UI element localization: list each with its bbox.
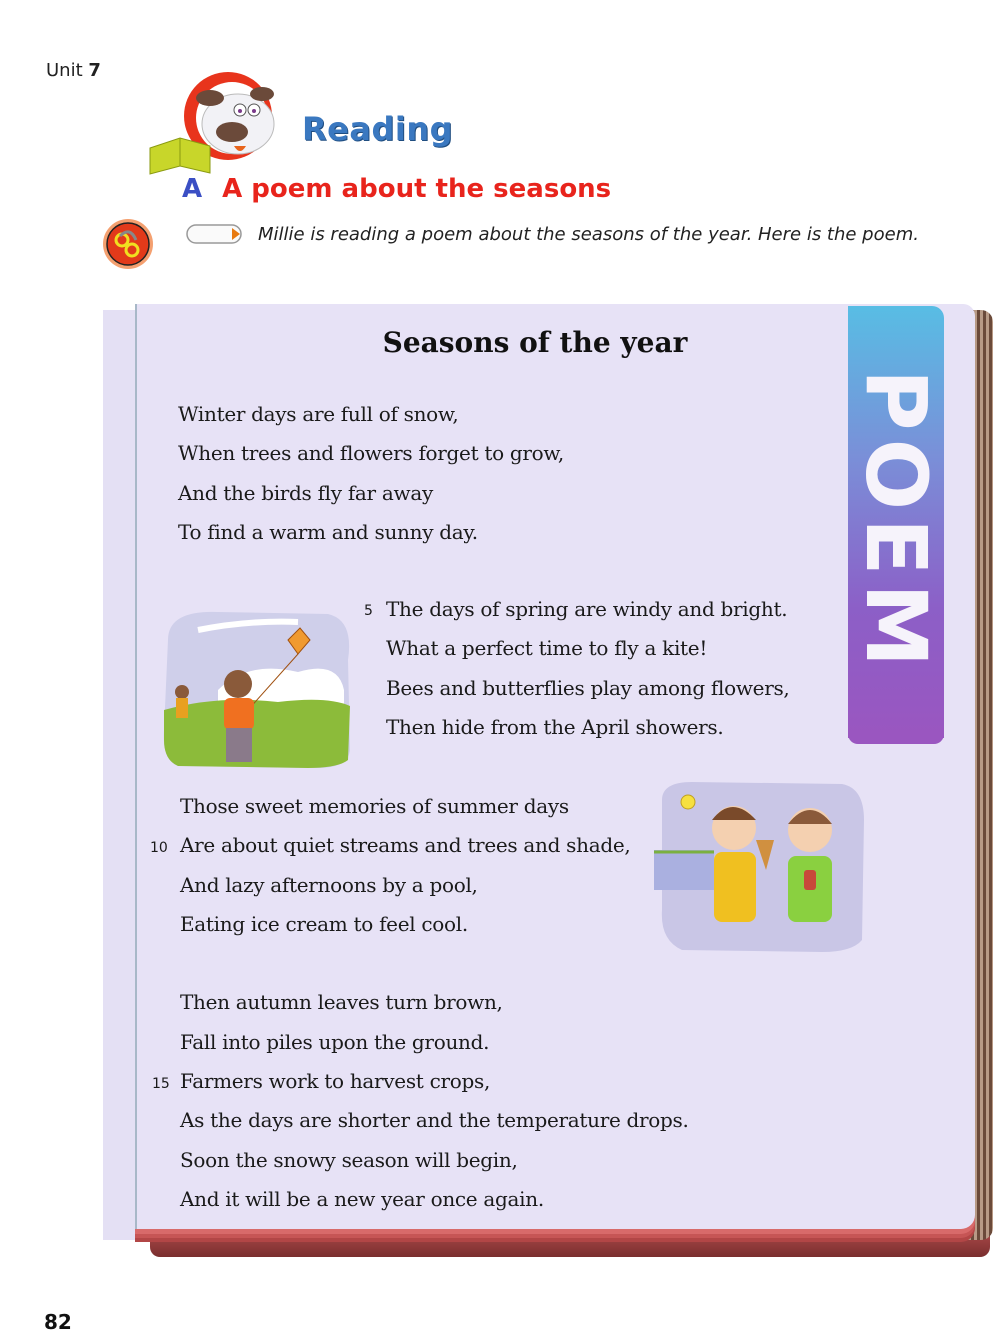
poem-line: Fall into piles upon the ground. bbox=[180, 1030, 490, 1054]
poem-line: The days of spring are windy and bright. bbox=[386, 597, 788, 621]
poem-line: Bees and butterflies play among flowers, bbox=[386, 676, 790, 700]
poem-line: And lazy afternoons by a pool, bbox=[180, 873, 478, 897]
dog-reading-book-icon bbox=[140, 68, 300, 178]
poem-line: Eating ice cream to feel cool. bbox=[180, 912, 468, 936]
poem-line: As the days are shorter and the temperature drops. bbox=[180, 1108, 689, 1132]
line-number: 10 bbox=[150, 840, 168, 856]
poem-line: Soon the snowy season will begin, bbox=[180, 1148, 518, 1172]
play-button-icon[interactable] bbox=[186, 223, 244, 245]
part-heading bbox=[182, 174, 611, 204]
section-heading: Reading bbox=[302, 110, 453, 148]
poem-title: Seasons of the year bbox=[382, 326, 688, 359]
poem-tab-label: POEM bbox=[847, 369, 946, 675]
poem-line: To find a warm and sunny day. bbox=[178, 520, 478, 544]
poem-line: Are about quiet streams and trees and shade, bbox=[180, 833, 631, 857]
poem-line: Farmers work to harvest crops, bbox=[180, 1069, 491, 1093]
unit-label: Unit 7 bbox=[46, 60, 101, 81]
intro-text: Millie is reading a poem about the seasons of the year. Here is the poem. bbox=[258, 224, 919, 245]
poem-line: And the birds fly far away bbox=[178, 481, 433, 505]
poem-line: When trees and flowers forget to grow, bbox=[178, 441, 564, 465]
line-number: 5 bbox=[364, 603, 373, 619]
poem-line: Then hide from the April showers. bbox=[386, 715, 724, 739]
ice-cream-girls-illustration bbox=[652, 780, 866, 955]
poem-line: Then autumn leaves turn brown, bbox=[180, 990, 503, 1014]
poem-line: And it will be a new year once again. bbox=[180, 1187, 544, 1211]
poem-line: Those sweet memories of summer days bbox=[180, 794, 569, 818]
page-number: 82 bbox=[44, 1310, 72, 1334]
line-number: 15 bbox=[152, 1076, 170, 1092]
kite-flying-illustration bbox=[158, 600, 354, 770]
poem-line: What a perfect time to fly a kite! bbox=[386, 636, 708, 660]
poem-tab bbox=[848, 306, 944, 738]
poem-line: Winter days are full of snow, bbox=[178, 402, 459, 426]
cd-audio-icon[interactable] bbox=[102, 218, 154, 270]
part-letter: A bbox=[182, 174, 203, 204]
part-title: A poem about the seasons bbox=[222, 174, 612, 204]
